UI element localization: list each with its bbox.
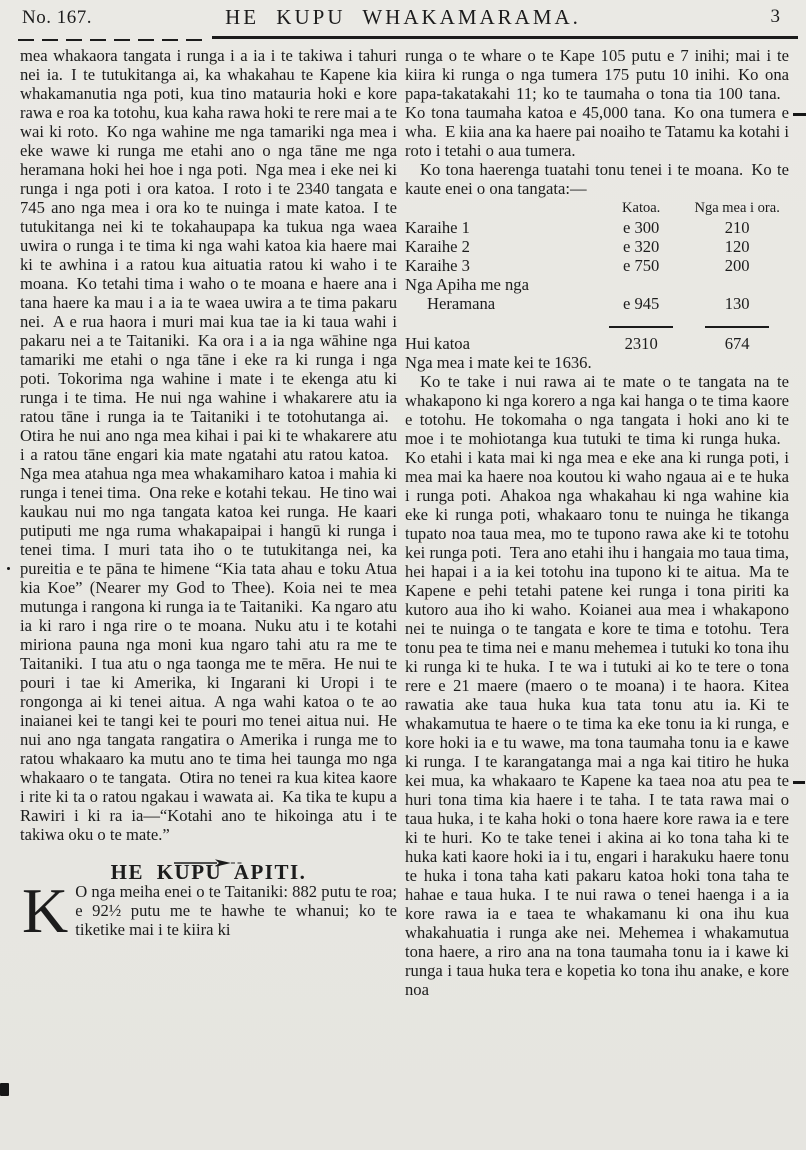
total-label: Hui katoa (405, 334, 470, 353)
row-survivors: 210 (724, 218, 750, 237)
drop-cap: K (22, 875, 69, 946)
row-total: e 320 (622, 237, 660, 256)
table-row (405, 275, 789, 313)
right-column (405, 46, 789, 999)
sum-rule (705, 326, 769, 328)
table-row (405, 218, 789, 237)
row-label-line1: Nga Apiha me nga (405, 275, 529, 294)
header-rule (212, 36, 798, 39)
total-value: 2310 (624, 334, 658, 353)
table-header-total: Katoa. (622, 200, 661, 216)
table-row (405, 256, 789, 275)
row-label (405, 275, 597, 313)
voyage-paragraph: Ko tona haerenga tuatahi tonu tenei i te moana. Ko te kaute enei o ona tangata:— (405, 160, 789, 198)
scan-artifact (0, 1083, 9, 1096)
row-survivors: 130 (724, 294, 750, 313)
section-heading: HE KUPU APITI. (110, 860, 307, 884)
row-survivors: 200 (724, 256, 750, 275)
sum-rule (609, 326, 673, 328)
row-total: e 750 (622, 256, 660, 275)
scan-artifact (7, 567, 10, 570)
table-corner-cell (405, 199, 597, 218)
page-number: 3 (770, 6, 780, 27)
deaths-note: Nga mea i mate kei te 1636. (405, 353, 592, 372)
table-row (405, 237, 789, 256)
article-lead-text: O nga meiha enei o te Taitaniki: 882 putu te roa; e 92½ putu me te hawhe te whanui; ko te tiketike mai i te kiira ki (75, 882, 397, 939)
casualty-table (405, 199, 789, 353)
header-rule-dashes (18, 39, 208, 41)
issue-number: No. 167. (22, 7, 92, 28)
row-label: Karaihe 3 (405, 256, 470, 275)
cause-paragraph: Ko te take i nui rawa ai te mate o te tangata na te whakapono ki nga korero a nga kai hanga o te tima kaore e totohu. He tokomaha o nga tangata i hoki ano ki te moe i te mohiotanga kua tutuki te tima ki runga huka. Ko etahi i kata mai ki nga mea e eke ana ki runga poti, i mea mai ka haere noa koutou ki waho ngaua ai e te huka i runga poti. Ahakoa nga whakahau ki nga wahine kia eke ki runga poti, whakaaro tonu te nuinga he tikanga tupato noa taua mea, mo te tupono rawa ake ki te totohu kei runga poti. Tera ano etahi ihu i hangaia mo taua tima, hei hapai i a ia kei totohu ina tupono ki te aitua. Ma te Kapene e pehi tetahi patene kei runga i tona piriti ka kutoro aua iho ki waho. Koianei aua mea i whakapono nei te nuinga o te tangata e kore te tima e totohu. Tera tonu pea te tima nei e manu mehemea i tutuki ko tona ihu ki runga ki te huka. I te wa i tutuki ai ko te tere o tona rere e 21 maere (maero o te moana) i te haora. Kitea rawatia ake taua huka kua tata tonu atu ia. Ki te whakamutua te haere o te tima ka eke tonu ia ki runga, e kore hoki ia e tu wawe, ma tona taumaha tonu ia e kawe ki runga. I te karangatanga mai a nga kai titiro he huka kei mua, ka whakaaro te Kapene ka taea noa atu pea te huri tona tima kia haere i te taha. I te tata rawa mai o taua huka, i te kaha hoki o tona haere kore rawa ia e tere ki te huri. Ko te take tenei i akina ai ko tona taha ki te huka kati kaore hoki ia i tu, engari i harakuku haere tonu te huka i tona taha kati pakaru katoa hoki tona taha te hahae e taua huka. I te nui rawa o tenei haenga i a ia kore rawa ia e taea te whakamanu ki ona ihu kua whakahuatia i runga ake nei. Mehemea i whakamutua tona haere, a riro ana na tona taumaha tonu ia i kawe ki runga i taua huka tera e kopetia ko tona ihu anake, e kore noa (405, 372, 789, 999)
row-total: e 300 (622, 218, 660, 237)
scan-artifact (793, 781, 805, 784)
row-total: e 945 (622, 294, 660, 313)
table-sum-rules (405, 313, 789, 332)
table-header-row (405, 199, 789, 218)
total-survivors: 674 (724, 334, 750, 353)
table-total-row (405, 332, 789, 353)
row-label: Karaihe 2 (405, 237, 470, 256)
row-survivors: 120 (724, 237, 750, 256)
article-lead-paragraph (20, 875, 397, 946)
table-header-survivors: Nga mea i ora. (694, 200, 780, 216)
row-label: Karaihe 1 (405, 218, 470, 237)
masthead-title: HE KUPU WHAKAMARAMA. (225, 5, 581, 29)
row-label-line2: Heramana (427, 294, 496, 313)
article-continuation-text: mea whakaora tangata i runga i a ia i te takiwa i tahuri nei ia. I te tutukitanga ai, ka whakahau te Kapene kia whakamanutia nga poti, kua tino matauria hoki e kore rawa e roa ka totohu, kua kaha rawa hoki te rere mai a te wai ki roto. Ko nga wahine me nga tamariki nga mea i eke wawe ki runga me etahi ano o nga tāne me nga heramana hoki hei hoe i nga poti. Nga mea i eke nei ki runga i nga poti i ora katoa. I roto i te 2340 tangata e 745 ano nga mea i ora ko te nuinga i mate katoa. I te tutukitanga nei ki te tokahaupapa ka tukua nga waea uwira o runga i te tima ki nga wahi katoa kia haere mai ki te awhina i a ratou kua aituatia ratou ki waho i te moana. Ko tetahi tima i waho o te moana e haere ana i tana haere ka mau i a ia te waea uwira a te tima pakaru nei. A e rua haora i muri mai kua tae ia ki taua wahi i pakaru nei a te Taitaniki. Ka ora i a ia nga wāhine nga tamariki me etahi o nga tāne i eke ra ki runga i nga poti. Tokorima nga wahine i mate i te ekenga atu ki runga i te tima. He nui nga wahine i whakarere atu ia ratou tāne i runga ia te Taitaniki i te totohutanga ai. Otira he nui ano nga mea kihai i pai ki te whakarere atu i a ratou tāne engari kia mate ngatahi atu ratou katoa. Nga mea atahua nga mea whakamiharo katoa i mahia ki runga i tenei tima. Ona reke e kotahi tekau. He tino wai kaukau nui mo nga tangata katoa kei runga. He kaari putiputi me nga ruma whakapaipai i hangū ki runga i tenei tima. I muri tata iho o te tutukitanga nei, ka pureitia e te pāna te himene “Kia tata ahau e toku Atua kia Koe” (Nearer my God to Thee). Koia nei te mea mutunga i rangona ki runga ia te Taitaniki. Ka ngaro atu ia ki raro i nga rire o te moana. Nuku atu i te kotahi miriona pauna nga moni kua ngaro tahi atu ra me te Taitaniki. I tua atu o nga taonga me te mēra. He nui te pouri i tae ki Amerika, ki Ingarani ki Uropi i te rongonga ai ki tenei aitua. A nga wahi katoa o te ao inaianei kei te tangi kei te pouri mo tenei aitua nui. He nui ano nga tangata rangatira o Amerika i runga me to ratou whakaaro ka mutu ano te tima hei taunga mo nga whakaaro o te tangata. Otira no tenei ra kua kitea kaore i rite ki ta o ratou ngakau i wawata ai. Ka tika te kupu a Rawiri i ki ra ia—“Kotahi ano te hikoinga atu i te takiwa oku o te mate.” (20, 46, 397, 844)
dimensions-continuation-text: runga o te whare o te Kape 105 putu e 7 inihi; mai i te kiira ki runga o nga tumera 175 putu 10 inihi. Ko ona papa-takatakahi 11; ko te taumaha o tona tia 100 tana. Ko tona taumaha katoa e 45,000 tana. Ko ona tumera e wha. E kiia ana ka haere pai noaiho te Tatamu ka kotahi i roto i tetahi o aua tumera. (405, 46, 789, 160)
left-column (20, 46, 397, 946)
scan-artifact (793, 113, 806, 116)
